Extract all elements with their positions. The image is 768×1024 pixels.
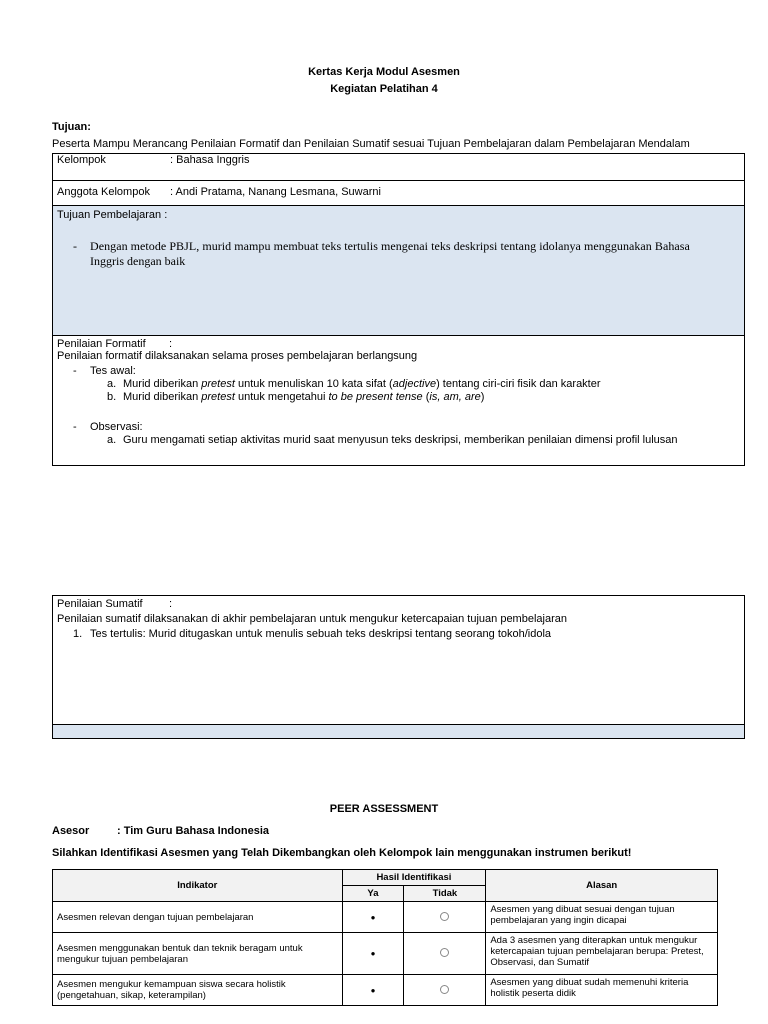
table-row (53, 933, 718, 975)
kelompok-value: : Bahasa Inggris (170, 154, 250, 166)
radio-empty-icon (440, 948, 449, 957)
radio-empty-icon (440, 912, 449, 921)
indikator-cell: Asesmen mengukur kemampuan siswa secara holistik (pengetahuan, sikap, keterampilan) (53, 975, 343, 1006)
alasan-cell: Asesmen yang dibuat sudah memenuhi kriteria holistik peserta didik (486, 975, 718, 1006)
header-hasil: Hasil Identifikasi (342, 870, 486, 886)
tes-b-text: Murid diberikan pretest untuk mengetahui to be present tense (is, am, are) (123, 391, 485, 403)
ya-radio-selected[interactable]: ● (342, 933, 404, 975)
indikator-cell: Asesmen relevan dengan tujuan pembelajaran (53, 902, 343, 933)
sumatif-item-marker: 1. (73, 628, 83, 640)
document-title: Kertas Kerja Modul Asesmen (308, 66, 460, 78)
tujuan-text: Peserta Mampu Merancang Penilaian Formatif dan Penilaian Sumatif sesuai Tujuan Pembelajaran dalam Pembelajaran Mendalam (52, 138, 690, 150)
table-row (53, 975, 718, 1006)
tp-text-line-1: Dengan metode PBJL, murid mampu membuat teks tertulis mengenai teks deskripsi tentang idolanya menggunakan Bahasa (90, 239, 690, 253)
sumatif-item: Tes tertulis: Murid ditugaskan untuk menulis sebuah teks deskripsi tentang seorang tokoh/idola (90, 628, 552, 640)
tp-bullet: - (73, 239, 77, 253)
header-alasan: Alasan (486, 870, 718, 902)
kelompok-row (53, 154, 744, 181)
header-ya: Ya (342, 886, 404, 902)
kelompok-label: Kelompok (57, 154, 106, 166)
obs-a-marker: a. (107, 434, 117, 446)
formatif-colon: : (169, 338, 173, 350)
sumatif-box (52, 595, 745, 739)
tidak-radio[interactable] (404, 902, 486, 933)
document-subtitle: Kegiatan Pelatihan 4 (330, 83, 438, 95)
sumatif-footer-band (53, 724, 744, 738)
observasi-label: Observasi: (90, 421, 143, 433)
header-tidak: Tidak (404, 886, 486, 902)
tes-a-text: Murid diberikan pretest untuk menuliskan 10 kata sifat (adjective) tentang ciri-ciri fisik dan karakter (123, 378, 601, 390)
table-row (53, 902, 718, 933)
tidak-radio[interactable] (404, 975, 486, 1006)
formatif-section (53, 336, 744, 466)
tujuan-pembelajaran-section (53, 206, 744, 336)
tp-text-line-2: Inggris dengan baik (90, 254, 186, 268)
header-indikator: Indikator (53, 870, 343, 902)
peer-assessment-table (52, 869, 718, 1006)
tes-awal-label: Tes awal: (90, 365, 136, 377)
sumatif-colon: : (169, 598, 173, 610)
anggota-value: : Andi Pratama, Nanang Lesmana, Suwarni (170, 186, 381, 198)
tes-b-marker: b. (107, 391, 117, 403)
sumatif-label: Penilaian Sumatif (57, 598, 143, 610)
asesor-label: Asesor (52, 825, 90, 837)
formatif-desc: Penilaian formatif dilaksanakan selama proses pembelajaran berlangsung (57, 350, 418, 362)
tes-a-marker: a. (107, 378, 117, 390)
alasan-cell: Ada 3 asesmen yang diterapkan untuk mengukur ketercapaian tujuan pembelajaran berupa: Pretest, Observasi, dan Sumatif (486, 933, 718, 975)
peer-instruction: Silahkan Identifikasi Asesmen yang Telah Dikembangkan oleh Kelompok lain menggunakan instrumen berikut! (52, 847, 632, 859)
asesor-value: : Tim Guru Bahasa Indonesia (117, 825, 269, 837)
ya-radio-selected[interactable]: ● (342, 902, 404, 933)
ya-radio-selected[interactable]: ● (342, 975, 404, 1006)
obs-a-text: Guru mengamati setiap aktivitas murid saat menyusun teks deskripsi, memberikan penilaian dimensi profil lulusan (123, 434, 678, 446)
tes-awal-dash: - (73, 365, 77, 377)
formatif-label: Penilaian Formatif (57, 338, 146, 350)
tujuan-label: Tujuan: (52, 121, 91, 133)
anggota-row (53, 181, 744, 206)
alasan-cell: Asesmen yang dibuat sesuai dengan tujuan pembelajaran yang ingin dicapai (486, 902, 718, 933)
sumatif-desc: Penilaian sumatif dilaksanakan di akhir pembelajaran untuk mengukur ketercapaian tujuan pembelajaran (57, 613, 567, 625)
observasi-dash: - (73, 421, 77, 433)
peer-title: PEER ASSESSMENT (329, 803, 439, 815)
anggota-label: Anggota Kelompok (57, 186, 150, 198)
form-box (52, 153, 745, 466)
tidak-radio[interactable] (404, 933, 486, 975)
radio-empty-icon (440, 985, 449, 994)
tp-label: Tujuan Pembelajaran : (57, 209, 168, 221)
indikator-cell: Asesmen menggunakan bentuk dan teknik beragam untuk mengukur tujuan pembelajaran (53, 933, 343, 975)
